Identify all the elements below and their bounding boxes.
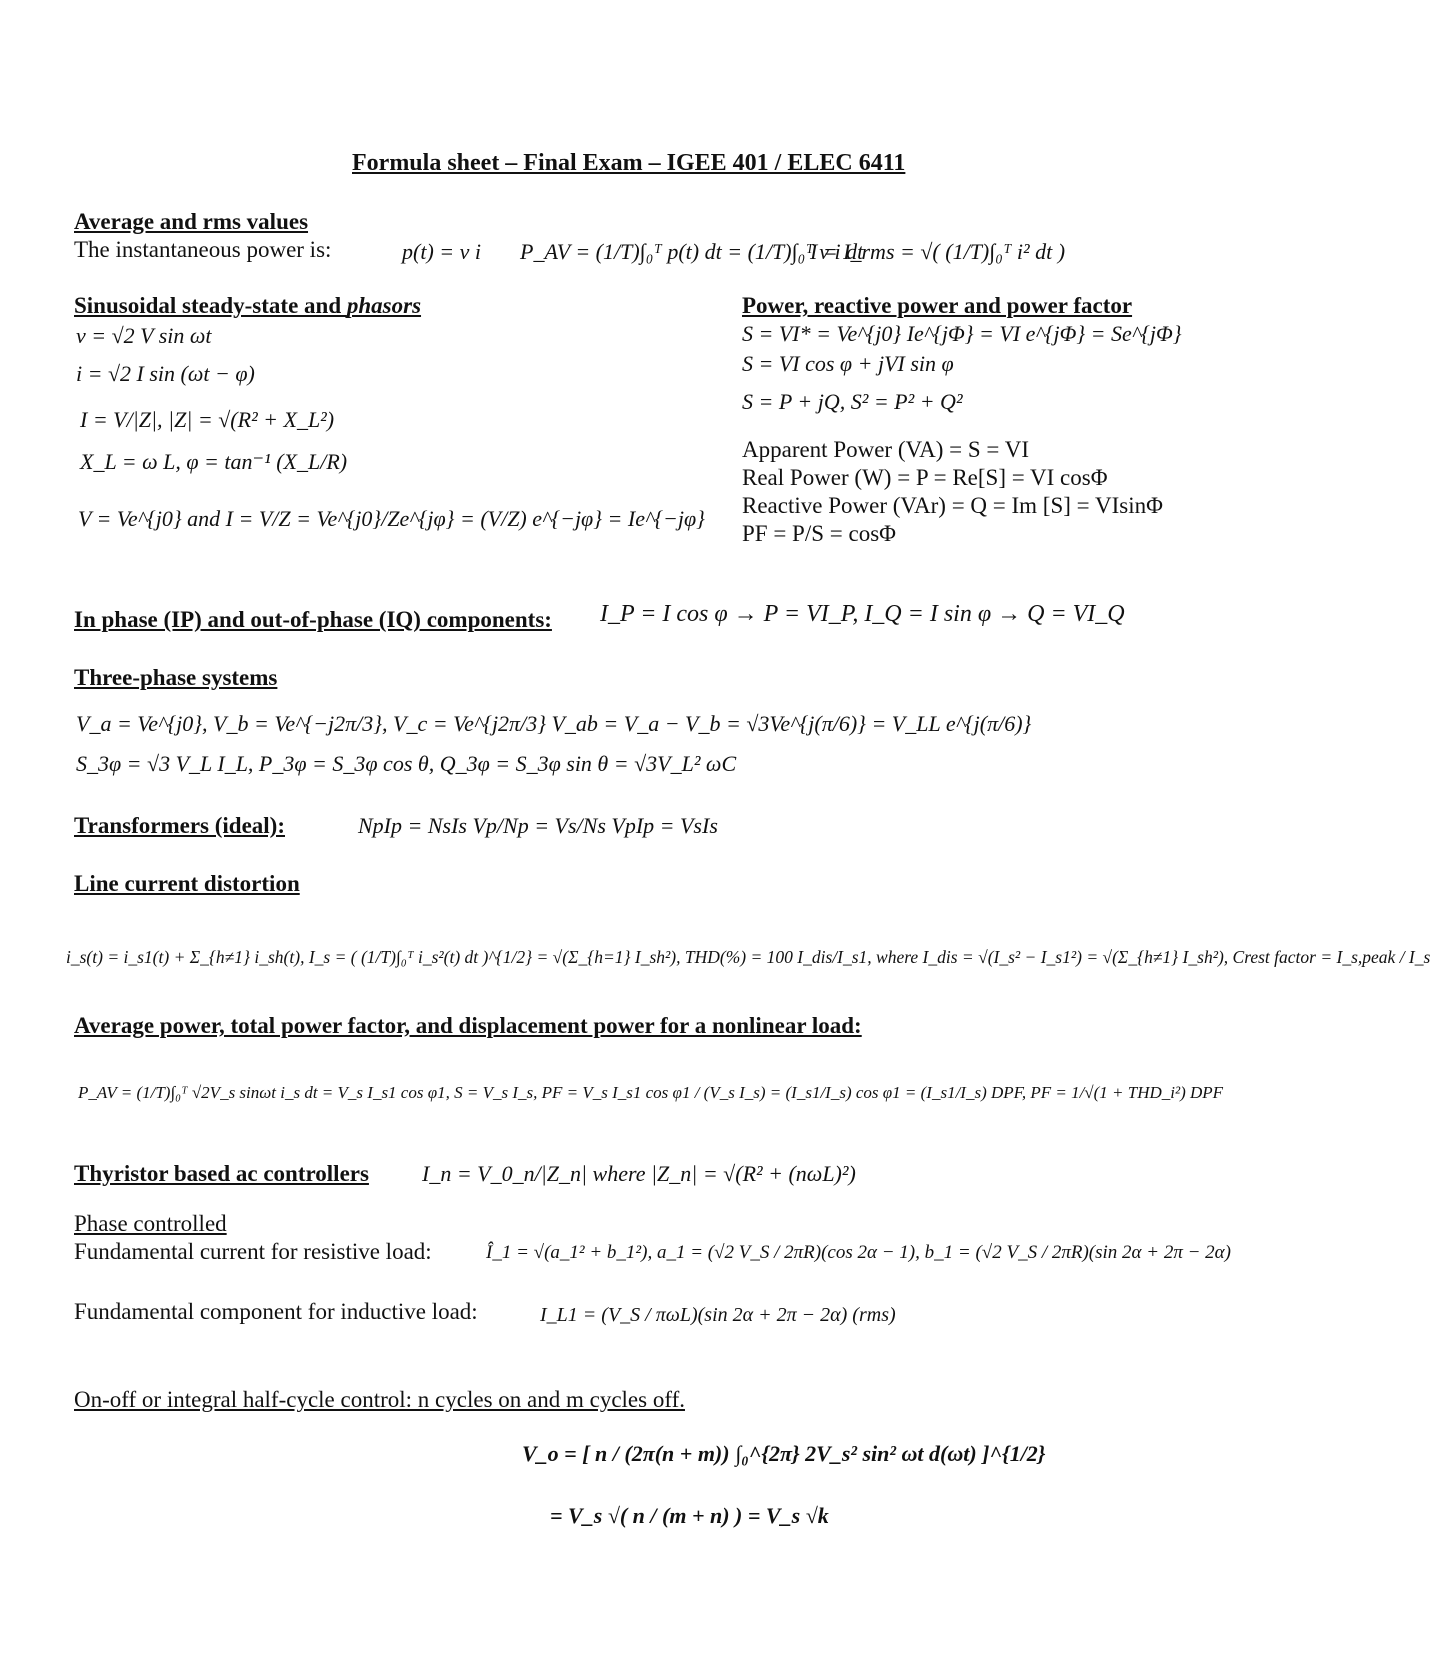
- page-title: Formula sheet – Final Exam – IGEE 401 / ELEC 6411: [352, 150, 906, 176]
- inductive-load-label: Fundamental component for inductive load:: [74, 1299, 478, 1324]
- reactive-power: Reactive Power (VAr) = Q = Im [S] = VIsinΦ: [742, 493, 1163, 518]
- real-power: Real Power (W) = P = Re[S] = VI cosΦ: [742, 465, 1108, 490]
- heading-nonlinear-load: Average power, total power factor, and displacement power for a nonlinear load:: [74, 1013, 862, 1038]
- formula-instantaneous-power: p(t) = v i: [402, 239, 481, 264]
- formula-inductive-load: I_L1 = (V_S / πωL)(sin 2α + 2π − 2α) (rms): [540, 1304, 896, 1326]
- heading-power-factor: Power, reactive power and power factor: [742, 293, 1133, 318]
- formula-reactance-angle: X_L = ω L, φ = tan⁻¹ (X_L/R): [80, 449, 348, 474]
- heading-three-phase: Three-phase systems: [74, 665, 278, 690]
- power-factor: PF = P/S = cosΦ: [742, 521, 896, 546]
- heading-thyristor-controllers: Thyristor based ac controllers: [74, 1161, 369, 1186]
- formula-complex-power: S = VI* = Ve^{j0} Ie^{jΦ} = VI e^{jΦ} = Se^{jΦ}: [742, 321, 1182, 346]
- instantaneous-power-label: The instantaneous power is:: [74, 237, 332, 262]
- formula-complex-power-expanded: S = VI cos φ + jVI sin φ: [742, 351, 954, 376]
- formula-thyristor-current: I_n = V_0_n/|Z_n| where |Z_n| = √(R² + (nωL)²): [422, 1161, 856, 1186]
- formula-on-off-result: = V_s √( n / (m + n) ) = V_s √k: [550, 1503, 829, 1528]
- formula-in-phase-components: I_P = I cos φ → P = VI_P, I_Q = I sin φ → Q = VI_Q: [600, 601, 1125, 627]
- formula-power-triangle: S = P + jQ, S² = P² + Q²: [742, 389, 963, 414]
- apparent-power: Apparent Power (VA) = S = VI: [742, 437, 1030, 462]
- heading-line-current-distortion: Line current distortion: [74, 871, 300, 896]
- formula-line-current-distortion: i_s(t) = i_s1(t) + Σ_{h≠1} i_sh(t), I_s = ( (1/T)∫₀ᵀ i_s²(t) dt )^{1/2} = √(Σ_{h=1} I_sh²), THD(%) = 100 I_dis/I_s1, where I_dis = √(I_s² − I_s1²) = √(Σ_{h≠1} I_sh²), Crest factor = I_s,peak / I_s: [66, 947, 1430, 967]
- heading-in-phase-components: In phase (IP) and out-of-phase (IQ) components:: [74, 607, 552, 632]
- formula-phasor-current: V = Ve^{j0} and I = V/Z = Ve^{j0}/Ze^{jφ} = (V/Z) e^{−jφ} = Ie^{−jφ}: [78, 506, 705, 531]
- formula-impedance-magnitude: I = V/|Z|, |Z| = √(R² + X_L²): [80, 407, 335, 432]
- resistive-load-label: Fundamental current for resistive load:: [74, 1239, 432, 1264]
- heading-on-off-control: On-off or integral half-cycle control: n cycles on and m cycles off.: [74, 1387, 685, 1412]
- heading-phasors: [74, 292, 421, 320]
- heading-phase-controlled: Phase controlled: [74, 1211, 227, 1236]
- formula-on-off-voltage: V_o = [ n / (2π(n + m)) ∫₀^{2π} 2V_s² sin² ωt d(ωt) ]^{1/2}: [522, 1441, 1046, 1466]
- heading-phasors-italic: phasors: [346, 293, 422, 318]
- formula-rms-current: I = I_rms = √( (1/T)∫₀ᵀ i² dt ): [810, 239, 1066, 264]
- formula-three-phase-voltages: V_a = Ve^{j0}, V_b = Ve^{−j2π/3}, V_c = Ve^{j2π/3} V_ab = V_a − V_b = √3Ve^{j(π/6)} = V_LL e^{j(π/6)}: [76, 711, 1032, 736]
- formula-current-sine: i = √2 I sin (ωt − φ): [76, 361, 255, 386]
- formula-average-power: P_AV = (1/T)∫₀ᵀ p(t) dt = (1/T)∫₀ᵀ v i dt: [520, 239, 864, 264]
- formula-resistive-load: Î_1 = √(a_1² + b_1²), a_1 = (√2 V_S / 2πR)(cos 2α − 1), b_1 = (√2 V_S / 2πR)(sin 2α + 2π − 2α): [486, 1242, 1231, 1263]
- heading-phasors-text: Sinusoidal steady-state and: [74, 293, 347, 318]
- heading-average-rms: Average and rms values: [74, 209, 309, 234]
- formula-three-phase-power: S_3φ = √3 V_L I_L, P_3φ = S_3φ cos θ, Q_3φ = S_3φ sin θ = √3V_L² ωC: [76, 751, 737, 776]
- heading-transformers: Transformers (ideal):: [74, 813, 285, 838]
- formula-nonlinear-load-power: P_AV = (1/T)∫₀ᵀ √2V_s sinωt i_s dt = V_s I_s1 cos φ1, S = V_s I_s, PF = V_s I_s1 cos φ1 / (V_s I_s) = (I_s1/I_s) cos φ1 = (I_s1/I_s) DPF, PF = 1/√(1 + THD_i²) DPF: [78, 1083, 1224, 1102]
- formula-transformers: NpIp = NsIs Vp/Np = Vs/Ns VpIp = VsIs: [358, 813, 718, 838]
- formula-voltage-sine: v = √2 V sin ωt: [76, 323, 212, 348]
